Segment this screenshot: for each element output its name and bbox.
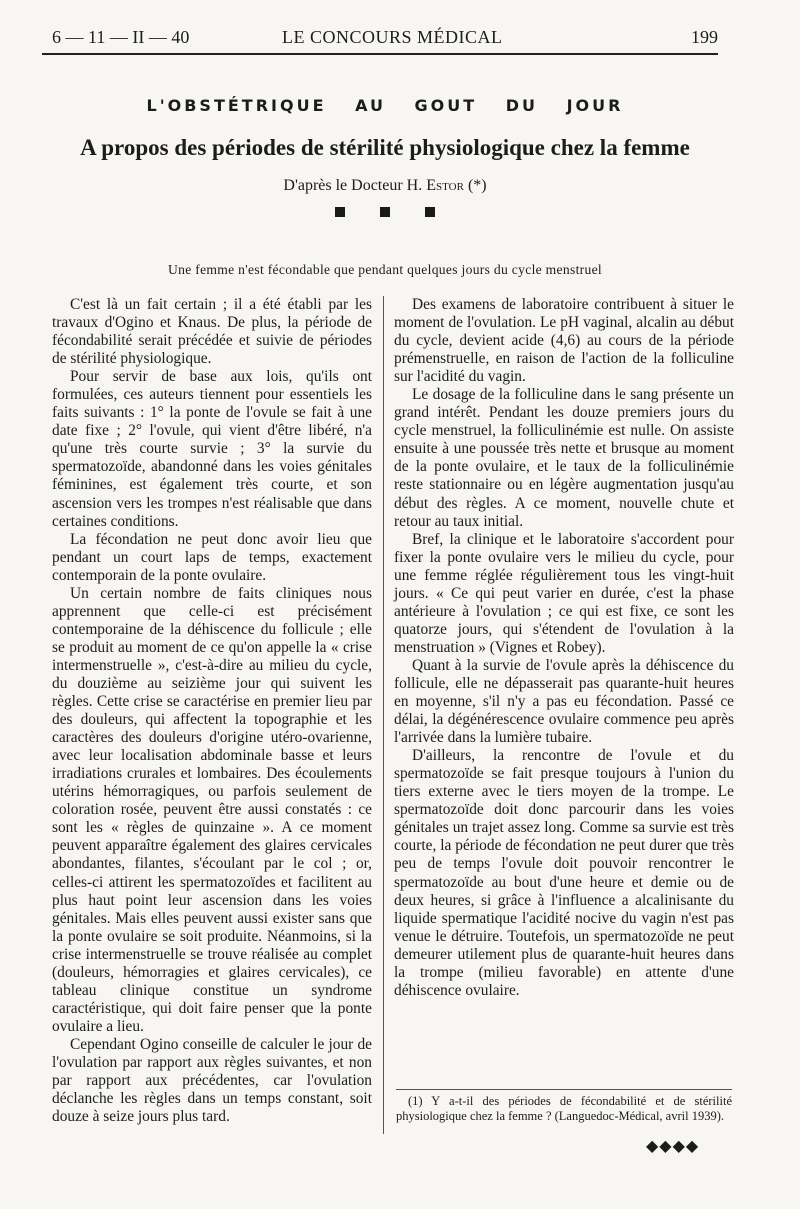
footnote-rule	[396, 1089, 732, 1090]
left-paragraph-1: C'est là un fait certain ; il a été établi par les travaux d'Ogino et Knaus. De plus, la période de fécondabilité serait précédée et suivie de périodes de stérilité physiologique.	[52, 296, 372, 368]
right-column	[394, 296, 734, 1000]
right-paragraph-4: Quant à la survie de l'ovule après la déhiscence du follicule, elle ne dépasserait pas quarante-huit heures en moyenne, s'il n'y a pas eu fécondation. Passé ce délai, la dégénérescence ovulaire commence peu après l'arrivée dans la lumière tubaire.	[394, 656, 734, 747]
left-paragraph-3: La fécondation ne peut donc avoir lieu que pendant un court laps de temps, exactement contemporain de la ponte ovulaire.	[52, 530, 372, 584]
page-number: 199	[691, 27, 718, 47]
article-subtitle: Une femme n'est fécondable que pendant quelques jours du cycle menstruel	[168, 262, 602, 277]
article-byline	[0, 177, 770, 195]
left-paragraph-2: Pour servir de base aux lois, qu'ils ont formulées, ces auteurs tiennent pour essentiels les faits suivants : 1° la ponte de l'ovule se fait à une date fixe ; 2° l'ovule, qui vient d'être libéré, n'a qu'une très courte survie ; 3° la survie du spermatozoïde, abandonné dans les voies génitales féminines, est également très courte, et son ascension vers les trompes n'est réalisable que dans certaines conditions.	[52, 368, 372, 530]
section-title: L'OBSTÉTRIQUE AU GOUT DU JOUR	[146, 96, 624, 115]
left-paragraph-4: Un certain nombre de faits cliniques nous apprennent que celle-ci est précisément contemporaine de la déhiscence du follicule ; elle se produit au moment de ce qu'on appelle la « crise intermenstruelle », c'est-à-dire au milieu du cycle, du douzième au seizième jour qui suivent les règles. Cette crise se caractérise en premier lieu par des douleurs, qui affectent la topographie et les caractères des douleurs d'origine utéro-ovarienne, avec leur localisation abdominale basse et leurs irradiations crurales et lombaires. Des écoulements utérins hémorragiques, ou parfois seulement de coloration rosée, peuvent être aussi constatés : ce sont les « règles de quinzaine ». A ce moment peuvent apparaître également des glaires cervicales abondantes, filantes, s'écoulant par le col ; or, celles-ci attirent les spermatozoïdes et facilitent au plus haut point leur ascension dans les voies génitales. Mais elles peuvent aussi exister sans que la ponte ovulaire se soit produite. Néanmoins, si la crise intermenstruelle se trouve réalisée au complet (douleurs, hémorragies et glaires cervicales), ce tableau clinique constitue un syndrome caractéristique, qui doit faire penser que la ponte ovulaire a lieu.	[52, 584, 372, 1035]
end-ornament-icon: ◆◆◆◆	[646, 1138, 700, 1155]
three-black-squares-icon	[335, 207, 435, 217]
right-paragraph-3: Bref, la clinique et le laboratoire s'accordent pour fixer la ponte ovulaire vers le milieu du cycle, pour une femme réglée régulièrement tous les vingt-huit jours. « Ce qui peut varier en durée, c'est la phase antérieure à l'ovulation ; ce qui est fixe, ce sont les quatorze jours, qui s'étendent de l'ovulation à la menstruation » (Vignes et Robey).	[394, 530, 734, 656]
article-title: A propos des périodes de stérilité physiologique chez la femme	[80, 135, 690, 160]
column-divider	[383, 296, 384, 1134]
right-paragraph-2: Le dosage de la folliculine dans le sang présente un grand intérêt. Pendant les douze premiers jours du cycle menstruel, la folliculinémie est nulle. On assiste ensuite à une poussée très nette et brusque au moment de la ponte ovulaire, et le taux de la folliculinémie reste stationnaire ou en légère augmentation jusqu'au début des règles. A ce moment, nouvelle chute et retour au taux initial.	[394, 386, 734, 530]
byline-author: Estor	[426, 177, 464, 194]
byline-prefix: D'après le Docteur H.	[283, 177, 427, 194]
footnote: (1) Y a-t-il des périodes de fécondabilité et de stérilité physiologique chez la femme ? (Languedoc-Médical, avril 1939).	[396, 1094, 732, 1123]
left-column	[52, 296, 372, 1126]
journal-name: LE CONCOURS MÉDICAL	[282, 27, 503, 47]
byline-suffix: (*)	[463, 177, 487, 194]
right-paragraph-1: Des examens de laboratoire contribuent à situer le moment de l'ovulation. Le pH vaginal, alcalin au début du cycle, devient acide (4,6) au cours de la période prémenstruelle, en raison de l'action de la folliculine sur l'acidité du vagin.	[394, 296, 734, 386]
left-paragraph-5: Cependant Ogino conseille de calculer le jour de l'ovulation par rapport aux règles suivantes, et non par rapport aux précédentes, car l'ovulation déclanche les règles dans un temps constant, soit douze à seize jours plus tard.	[52, 1035, 372, 1126]
issue-date: 6 — 11 — II — 40	[52, 27, 190, 47]
page-header	[52, 27, 718, 55]
header-rule	[42, 53, 718, 55]
right-paragraph-5: D'ailleurs, la rencontre de l'ovule et du spermatozoïde se fait presque toujours à l'union du tiers externe avec le tiers moyen de la trompe. Le spermatozoïde doit donc parcourir dans les voies génitales un trajet assez long. Comme sa survie est très courte, la période de fécondation ne peut durer que très peu de temps l'ovule doit pouvoir rencontrer le spermatozoïde au bout d'une heure et demie ou de deux heures, si grâce à l'influence a alcalinisante du liquide spermatique l'acidité nocive du vagin n'est pas venue le détruire. Toutefois, un spermatozoïde ne peut demeurer utilement plus de quarante-huit heures dans la trompe (milieu favorable) en attente d'une déhiscence ovulaire.	[394, 747, 734, 999]
